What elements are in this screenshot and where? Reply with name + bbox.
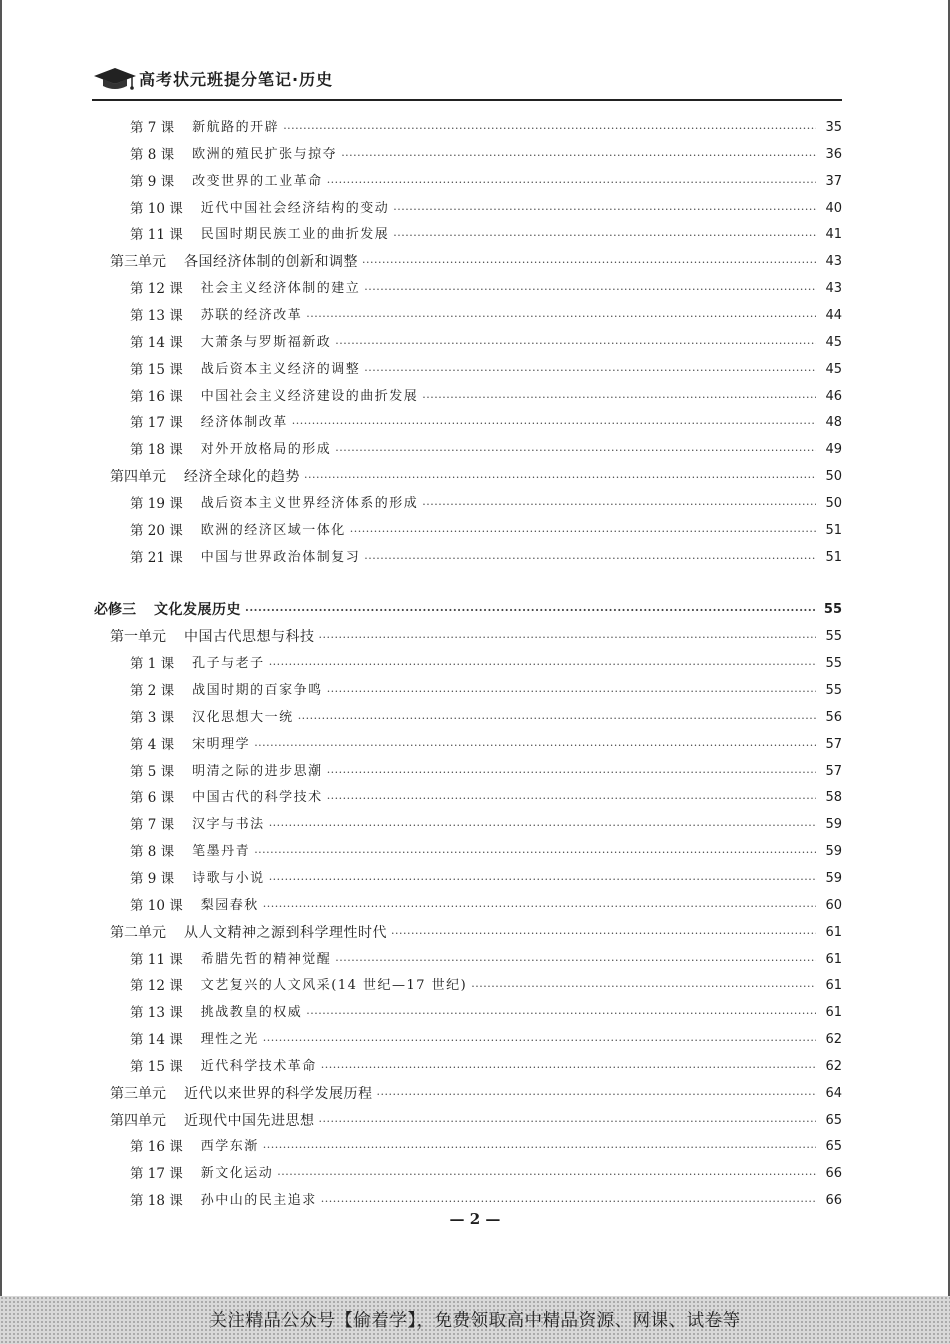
toc-entry-page: 35 bbox=[825, 120, 842, 135]
toc-entry-label: 第 3 课 bbox=[130, 709, 175, 726]
toc-leader-dots bbox=[319, 1113, 817, 1131]
toc-entry[interactable] bbox=[130, 681, 842, 701]
running-header bbox=[92, 64, 842, 94]
toc-entry-title: 西学东渐 bbox=[200, 1139, 259, 1155]
toc-entry-title: 新文化运动 bbox=[200, 1166, 274, 1182]
toc-entry-page: 36 bbox=[825, 146, 842, 162]
toc-entry-page: 59 bbox=[825, 817, 842, 833]
toc-entry[interactable] bbox=[130, 360, 842, 380]
toc-leader-dots bbox=[292, 415, 816, 433]
toc-leader-dots bbox=[254, 737, 816, 755]
toc-entry-label: 第 7 课 bbox=[130, 817, 175, 834]
toc-entry-page: 57 bbox=[825, 763, 842, 779]
toc-entry-title: 战后资本主义世界经济体系的形成 bbox=[200, 495, 419, 511]
toc-entry-page: 50 bbox=[825, 469, 842, 485]
toc-entry[interactable] bbox=[130, 387, 842, 407]
toc-entry[interactable] bbox=[130, 199, 842, 219]
toc-entry-title: 大萧条与罗斯福新政 bbox=[200, 334, 332, 350]
toc-entry-page: 44 bbox=[825, 307, 842, 323]
toc-entry-label: 第一单元 bbox=[110, 629, 166, 646]
toc-entry-title: 欧洲的经济区域一体化 bbox=[200, 522, 346, 538]
toc-entry[interactable] bbox=[130, 762, 842, 782]
toc-leader-dots bbox=[263, 1032, 816, 1050]
toc-entry-label: 第 2 课 bbox=[130, 683, 175, 699]
toc-entry-label: 第 14 课 bbox=[130, 334, 183, 351]
toc-entry-label: 第 12 课 bbox=[130, 281, 183, 298]
toc-leader-dots bbox=[471, 978, 816, 996]
toc-entry-label: 第三单元 bbox=[110, 1085, 166, 1102]
toc-entry[interactable] bbox=[130, 654, 842, 674]
toc-entry-label: 第 7 课 bbox=[130, 120, 175, 136]
toc-entry-title: 对外开放格局的形成 bbox=[200, 442, 332, 458]
toc-leader-dots bbox=[298, 710, 816, 728]
toc-leader-dots bbox=[269, 656, 816, 674]
toc-entry-title: 孙中山的民主追求 bbox=[200, 1193, 317, 1209]
toc-entry[interactable] bbox=[130, 494, 842, 514]
toc-leader-dots bbox=[304, 469, 816, 487]
toc-entry-page: 43 bbox=[825, 254, 842, 270]
toc-entry-label: 第 4 课 bbox=[130, 736, 175, 753]
toc-entry-title: 梨园春秋 bbox=[200, 897, 259, 913]
toc-entry-label: 第 18 课 bbox=[130, 442, 183, 459]
toc-leader-dots bbox=[393, 201, 816, 219]
toc-entry[interactable] bbox=[130, 1191, 842, 1211]
toc-entry[interactable] bbox=[130, 735, 842, 755]
toc-entry[interactable] bbox=[130, 896, 842, 916]
toc-leader-dots bbox=[327, 174, 816, 192]
toc-entry[interactable] bbox=[130, 1137, 842, 1157]
toc-entry-page: 51 bbox=[825, 522, 842, 538]
toc-entry-title: 从人文精神之源到科学理性时代 bbox=[184, 924, 387, 941]
toc-entry-title: 经济全球化的趋势 bbox=[184, 469, 300, 486]
toc-leader-dots bbox=[319, 629, 817, 647]
toc-entry-page: 62 bbox=[825, 1058, 842, 1074]
toc-entry[interactable] bbox=[130, 225, 842, 245]
toc-entry-page: 37 bbox=[825, 173, 842, 189]
toc-entry-title: 笔墨丹青 bbox=[192, 844, 251, 860]
toc-entry[interactable] bbox=[130, 708, 842, 728]
toc-entry-title: 改变世界的工业革命 bbox=[192, 173, 323, 189]
toc-entry-title: 近现代中国先进思想 bbox=[184, 1112, 315, 1129]
toc-leader-dots bbox=[422, 496, 816, 514]
toc-entry[interactable] bbox=[110, 467, 842, 487]
toc-entry-title: 理性之光 bbox=[200, 1032, 259, 1048]
toc-entry-label: 第 19 课 bbox=[130, 495, 183, 512]
toc-entry-page: 65 bbox=[825, 1139, 842, 1155]
toc-entry-page: 56 bbox=[825, 709, 842, 725]
toc-entry-label: 第 5 课 bbox=[130, 763, 175, 780]
toc-entry-page: 66 bbox=[825, 1193, 842, 1209]
toc-entry-title: 社会主义经济体制的建立 bbox=[200, 281, 361, 297]
graduation-cap-icon bbox=[92, 64, 138, 92]
toc-entry-title: 宋明理学 bbox=[192, 736, 251, 752]
toc-entry[interactable] bbox=[130, 788, 842, 808]
toc-leader-dots bbox=[283, 120, 816, 138]
toc-leader-dots bbox=[269, 817, 816, 835]
toc-entry-title: 欧洲的殖民扩张与掠夺 bbox=[192, 146, 338, 162]
toc-entry-label: 第四单元 bbox=[110, 469, 166, 486]
toc-entry-page: 55 bbox=[823, 602, 842, 618]
toc-entry[interactable] bbox=[110, 1084, 842, 1104]
toc-entry-title: 各国经济体制的创新和调整 bbox=[184, 254, 358, 271]
toc-entry-title: 苏联的经济改革 bbox=[200, 307, 303, 323]
toc-entry-label: 第 6 课 bbox=[130, 790, 175, 807]
toc-leader-dots bbox=[364, 550, 816, 568]
toc-entry-title: 文艺复兴的人文风采(14 世纪—17 世纪) bbox=[200, 978, 468, 994]
toc-entry-label: 第 13 课 bbox=[130, 1005, 183, 1022]
toc-leader-dots bbox=[254, 844, 816, 862]
toc-entry-page: 46 bbox=[825, 388, 842, 404]
toc-entry-label: 第 14 课 bbox=[130, 1032, 183, 1049]
toc-entry-page: 58 bbox=[825, 790, 842, 806]
toc-entry-page: 60 bbox=[825, 897, 842, 913]
toc-entry-title: 挑战教皇的权威 bbox=[200, 1005, 303, 1021]
toc-entry[interactable] bbox=[130, 842, 842, 862]
toc-leader-dots bbox=[321, 1059, 816, 1077]
header-title: 高考状元班提分笔记·历史 bbox=[139, 70, 334, 89]
toc-entry[interactable] bbox=[130, 172, 842, 192]
toc-entry-page: 65 bbox=[825, 1112, 842, 1128]
toc-leader-dots bbox=[364, 281, 816, 299]
toc-entry-label: 第 1 课 bbox=[130, 656, 175, 673]
toc-entry-label: 第 10 课 bbox=[130, 200, 183, 217]
toc-entry[interactable] bbox=[130, 1003, 842, 1023]
toc-entry-page: 55 bbox=[825, 656, 842, 672]
toc-leader-dots bbox=[364, 362, 816, 380]
toc-entry-label: 第 13 课 bbox=[130, 307, 183, 324]
toc-entry-page: 59 bbox=[825, 844, 842, 860]
toc-entry-label: 第 9 课 bbox=[130, 173, 175, 190]
toc-entry[interactable] bbox=[130, 118, 842, 138]
toc-entry-title: 战国时期的百家争鸣 bbox=[192, 683, 323, 698]
toc-entry-page: 61 bbox=[825, 951, 842, 967]
toc-entry-label: 第 15 课 bbox=[130, 1058, 183, 1075]
toc-entry-title: 汉化思想大一统 bbox=[192, 709, 294, 725]
toc-entry-label: 第 21 课 bbox=[130, 549, 183, 566]
toc-entry[interactable] bbox=[130, 548, 842, 568]
toc-entry-page: 66 bbox=[825, 1166, 842, 1182]
toc-entry-title: 中国古代思想与科技 bbox=[184, 629, 315, 646]
toc-entry-label: 第 18 课 bbox=[130, 1193, 183, 1210]
toc-entry-title: 新航路的开辟 bbox=[192, 120, 280, 135]
toc-entry-label: 第 8 课 bbox=[130, 844, 175, 861]
toc-entry-label: 第四单元 bbox=[110, 1112, 166, 1129]
toc-entry-label: 第二单元 bbox=[110, 924, 166, 941]
toc-entry-label: 第 12 课 bbox=[130, 978, 183, 995]
toc-entry[interactable] bbox=[130, 413, 842, 433]
toc-entry-page: 61 bbox=[825, 1005, 842, 1021]
toc-entry-label: 第 9 课 bbox=[130, 870, 175, 887]
toc-entry[interactable] bbox=[94, 600, 842, 620]
toc-entry-title: 近代以来世界的科学发展历程 bbox=[184, 1085, 373, 1102]
toc-entry[interactable] bbox=[110, 1111, 842, 1131]
toc-leader-dots bbox=[393, 227, 816, 245]
toc-entry[interactable] bbox=[130, 1164, 842, 1184]
toc-entry-label: 第三单元 bbox=[110, 254, 166, 271]
toc-entry-title: 孔子与老子 bbox=[192, 656, 265, 672]
toc-leader-dots bbox=[327, 764, 816, 782]
page-number: — 2 — bbox=[449, 1210, 501, 1228]
toc-leader-dots bbox=[263, 1139, 816, 1157]
toc-entry-page: 40 bbox=[825, 200, 842, 216]
toc-entry-title: 中国与世界政治体制复习 bbox=[200, 549, 361, 565]
toc-leader-dots bbox=[327, 683, 816, 701]
toc-entry-title: 民国时期民族工业的曲折发展 bbox=[200, 227, 390, 243]
toc-leader-dots bbox=[422, 389, 816, 407]
toc-entry-label: 第 16 课 bbox=[130, 1139, 183, 1156]
toc-entry[interactable] bbox=[130, 145, 842, 165]
toc-entry-label: 第 20 课 bbox=[130, 522, 183, 539]
toc-entry-title: 近代中国社会经济结构的变动 bbox=[200, 200, 390, 216]
toc-leader-dots bbox=[341, 147, 816, 165]
toc-entry[interactable] bbox=[130, 440, 842, 460]
toc-leader-dots bbox=[321, 1193, 816, 1211]
page-border-left bbox=[0, 0, 2, 1344]
toc-entry-label: 第 8 课 bbox=[130, 146, 175, 163]
toc-entry-label: 第 11 课 bbox=[130, 227, 183, 244]
toc-entry-page: 55 bbox=[825, 683, 842, 698]
toc-entry-title: 战后资本主义经济的调整 bbox=[200, 361, 361, 377]
toc-entry-title: 诗歌与小说 bbox=[192, 870, 265, 886]
toc-entry-page: 57 bbox=[825, 736, 842, 752]
toc-leader-dots bbox=[306, 1005, 816, 1023]
toc-leader-dots bbox=[269, 871, 816, 889]
toc-leader-dots bbox=[335, 952, 816, 970]
toc-leader-dots bbox=[263, 898, 816, 916]
header-rule bbox=[92, 99, 842, 101]
toc-entry-title: 经济体制改革 bbox=[200, 415, 288, 431]
toc-entry-page: 45 bbox=[825, 334, 842, 350]
toc-entry-label: 第 11 课 bbox=[130, 951, 183, 968]
toc-entry-label: 第 15 课 bbox=[130, 361, 183, 378]
toc-entry[interactable] bbox=[110, 627, 842, 647]
toc-entry-label: 第 17 课 bbox=[130, 1166, 183, 1183]
toc-entry-title: 中国社会主义经济建设的曲折发展 bbox=[200, 388, 419, 404]
toc-entry-page: 64 bbox=[825, 1085, 842, 1101]
toc-leader-dots bbox=[335, 442, 816, 460]
toc-entry-page: 50 bbox=[825, 495, 842, 511]
toc-entry[interactable] bbox=[130, 1057, 842, 1077]
toc-entry-page: 49 bbox=[825, 442, 842, 458]
toc-entry[interactable] bbox=[130, 976, 842, 996]
toc-entry-title: 希腊先哲的精神觉醒 bbox=[200, 951, 332, 967]
toc-entry[interactable] bbox=[130, 521, 842, 541]
toc-leader-dots bbox=[327, 790, 816, 808]
toc-entry[interactable] bbox=[110, 923, 842, 943]
toc-entry-label: 第 10 课 bbox=[130, 897, 183, 914]
toc-entry-page: 51 bbox=[825, 549, 842, 565]
toc-entry-page: 62 bbox=[825, 1032, 842, 1048]
toc-entry[interactable] bbox=[130, 815, 842, 835]
toc-entry-page: 48 bbox=[825, 415, 842, 431]
toc-entry[interactable] bbox=[130, 869, 842, 889]
toc-entry[interactable] bbox=[110, 252, 842, 272]
toc-entry-page: 61 bbox=[825, 978, 842, 994]
toc-entry-page: 55 bbox=[825, 629, 842, 645]
toc-entry-page: 43 bbox=[825, 281, 842, 297]
toc-leader-dots bbox=[335, 335, 816, 353]
toc-entry-page: 61 bbox=[825, 924, 842, 940]
toc-entry-label: 必修三 bbox=[94, 602, 136, 619]
toc-entry-title: 汉字与书法 bbox=[192, 817, 265, 833]
toc-entry[interactable] bbox=[130, 950, 842, 970]
toc-leader-dots bbox=[277, 1166, 816, 1184]
toc-entry-title: 中国古代的科学技术 bbox=[192, 790, 323, 806]
toc-leader-dots bbox=[350, 523, 816, 541]
toc-leader-dots bbox=[245, 602, 816, 620]
toc-leader-dots bbox=[362, 254, 816, 272]
toc-entry-page: 59 bbox=[825, 870, 842, 886]
toc-leader-dots bbox=[306, 308, 816, 326]
toc-leader-dots bbox=[377, 1086, 817, 1104]
toc-leader-dots bbox=[391, 925, 816, 943]
toc-entry[interactable] bbox=[130, 333, 842, 353]
toc-entry[interactable] bbox=[130, 306, 842, 326]
footer-notice: 关注精品公众号【偷着学】，免费领取高中精品资源、网课、试卷等 bbox=[209, 1311, 741, 1331]
toc-entry-page: 45 bbox=[825, 361, 842, 377]
toc-entry-title: 近代科学技术革命 bbox=[200, 1058, 317, 1074]
toc-entry-title: 明清之际的进步思潮 bbox=[192, 763, 323, 779]
toc-entry-label: 第 17 课 bbox=[130, 415, 183, 432]
toc-entry[interactable] bbox=[130, 279, 842, 299]
toc-entry-title: 文化发展历史 bbox=[154, 602, 241, 619]
toc-entry[interactable] bbox=[130, 1030, 842, 1050]
toc-entry-page: 41 bbox=[825, 227, 842, 243]
toc-entry-label: 第 16 课 bbox=[130, 388, 183, 405]
